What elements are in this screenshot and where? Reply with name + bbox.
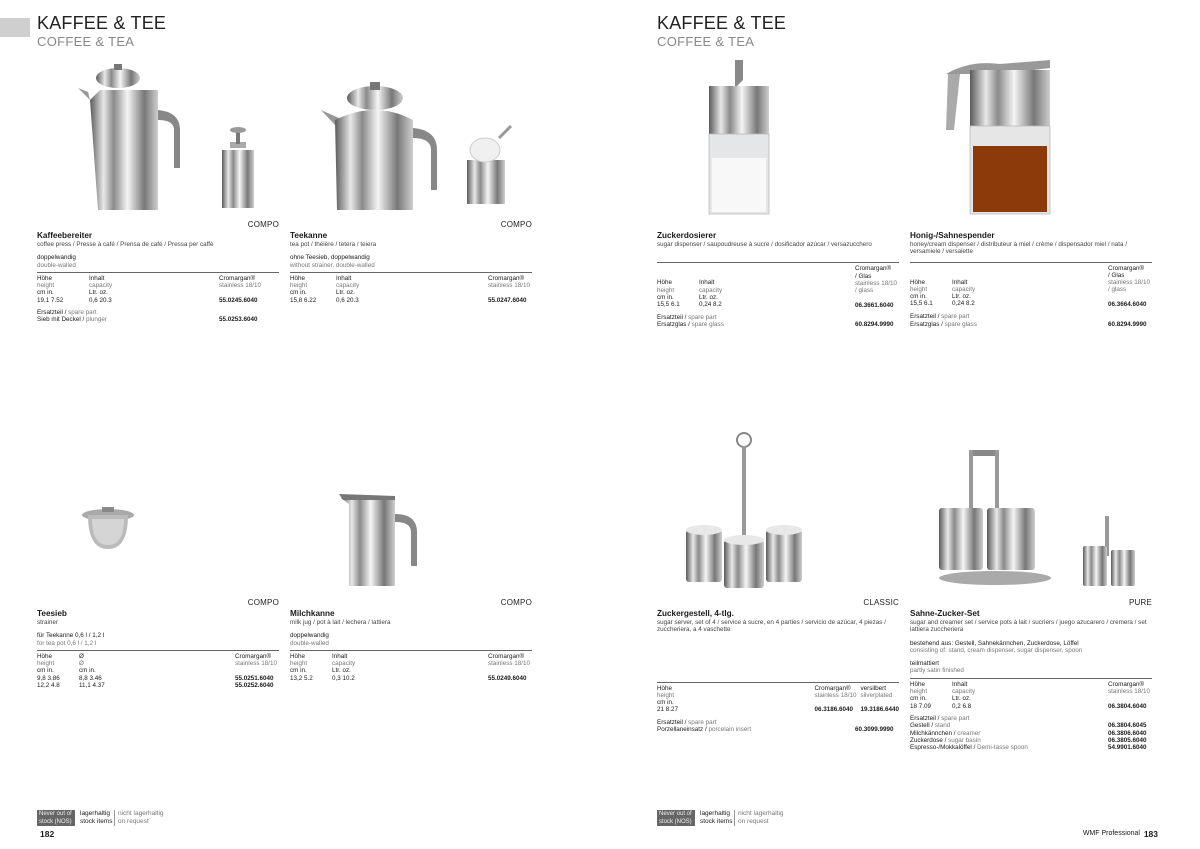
spare-article-number: 06.3805.6040	[1108, 736, 1147, 744]
nonstock-en: on request	[738, 818, 769, 825]
material-de: Cromargan®	[488, 274, 525, 282]
article-number: 55.0247.6040	[488, 296, 527, 304]
product-name: Honig-/Sahnespender	[910, 231, 995, 240]
spare-article-number: 60.3099.9990	[855, 726, 894, 734]
product-translations: sugar server, set of 4 / service à sucre, en 4 parties / servicio de azúcar, 4 piezas / zuccheriera, a 4 vaschette	[657, 619, 886, 634]
article-number: 55.0245.6040	[219, 296, 258, 304]
height-value: 15,8 6.22	[290, 296, 317, 304]
height-units: cm in.	[910, 695, 927, 703]
product-name: Zuckerdosierer	[657, 231, 717, 240]
material-de-2: / Glas	[1108, 271, 1125, 279]
spare-item-de: Sieb mit Deckel /	[37, 316, 86, 324]
stock-en: stock items	[700, 818, 733, 825]
strainer-image	[78, 505, 138, 550]
material-de: Cromargan®	[219, 274, 256, 282]
cream-sugar-set-image	[935, 450, 1145, 590]
spec-table	[290, 275, 532, 304]
capacity-units: Ltr. oz.	[952, 695, 971, 703]
product-finish-en: partly satin finished	[910, 667, 964, 675]
product-zuckerdosierer	[657, 220, 899, 329]
spec-table	[910, 265, 1152, 309]
material-en: stainless 18/10	[488, 282, 531, 290]
page-number-right: 183	[1143, 829, 1158, 839]
material-en: stainless 18/10	[488, 660, 531, 668]
height-de: Höhe	[910, 278, 926, 286]
divider	[910, 678, 1152, 679]
article-number-2: 55.0252.6040	[235, 682, 274, 690]
height-value: 9,8 3.86	[37, 674, 60, 682]
spare-item-de: Espresso-/Mokkalöffel /	[910, 744, 978, 752]
capacity-de: Inhalt	[336, 274, 352, 282]
spare-label-de: Ersatzteil /	[37, 309, 69, 317]
sugar-server-image	[680, 432, 810, 592]
height-en: height	[290, 282, 308, 290]
height-en: height	[910, 688, 928, 696]
capacity-value: 0,6 20.3	[89, 296, 112, 304]
capacity-en: capacity	[952, 688, 976, 696]
spare-label-de: Ersatzteil /	[910, 714, 942, 722]
product-note-de: doppelwandig	[37, 254, 76, 262]
capacity-units: Ltr. oz.	[89, 289, 108, 297]
series-label	[657, 220, 899, 230]
product-teesieb	[37, 598, 279, 689]
divider	[910, 262, 1152, 263]
height-de: Höhe	[657, 684, 673, 692]
page-number-left: 182	[40, 829, 55, 839]
spare-label-de: Ersatzteil /	[657, 314, 689, 322]
product-zuckergestell	[657, 598, 899, 733]
spare-label-de: Ersatzteil /	[910, 313, 942, 321]
product-translations: sugar dispenser / saupoudreuse à sucre / dosificador azúcar / versazucchero	[657, 241, 872, 248]
height-units: cm in.	[37, 289, 54, 297]
nonstock-en: on request	[118, 818, 149, 825]
height-en: height	[657, 691, 675, 699]
material-b-de: versilbert	[860, 684, 887, 692]
article-number: 55.0249.6040	[488, 674, 527, 682]
material-de: Cromargan®	[855, 265, 892, 273]
material-de: Cromargan®	[1108, 264, 1145, 272]
height-value: 18 7.09	[910, 702, 932, 710]
material-de: Cromargan®	[1108, 680, 1145, 688]
height-value: 15,5 6.1	[657, 301, 680, 309]
height-de: Höhe	[37, 652, 53, 660]
capacity-en: capacity	[952, 285, 976, 293]
nos-line-2: stock (NOS)	[659, 818, 692, 825]
article-number-b: 19.3186.6440	[860, 706, 899, 714]
product-note-en: consisting of: stand, cream dispenser, sugar dispenser, spoon	[910, 646, 1083, 654]
article-number: 06.3804.6040	[1108, 702, 1147, 710]
material-en: stainless 18/10	[814, 691, 857, 699]
product-note-de: doppelwandig	[290, 632, 329, 640]
series-label: COMPO	[500, 598, 532, 607]
spec-table	[37, 275, 279, 304]
height-de: Höhe	[910, 680, 926, 688]
brand-label: WMF Professional	[1082, 830, 1140, 837]
diameter-units: cm in.	[79, 667, 96, 675]
product-note-de: bestehend aus: Gestell, Sahnekännchen, Zuckerdose, Löffel	[910, 639, 1079, 647]
spare-item-en: spare glass	[944, 320, 977, 328]
spec-table	[657, 685, 899, 714]
product-note-en: for tea pot 0,6 l / 1,2 l	[37, 639, 97, 647]
capacity-en: capacity	[336, 282, 360, 290]
product-translations: honey/cream dispenser / distributeur à miel / crème / dispensador miel / nata / versamiele / versalette	[910, 241, 1127, 256]
material-en: stainless 18/10	[235, 660, 278, 668]
material-de: Cromargan®	[235, 652, 272, 660]
product-sahne-zucker-set	[910, 598, 1152, 751]
diameter-de: Ø	[79, 652, 84, 660]
height-value: 21 8.27	[657, 706, 679, 714]
divider	[290, 272, 532, 273]
right-page	[600, 0, 1200, 849]
nonstock-legend	[734, 810, 784, 826]
material-de-2: / Glas	[855, 272, 872, 280]
material-de: Cromargan®	[488, 652, 525, 660]
product-note-de: für Teekanne 0,6 l / 1,2 l	[37, 632, 105, 640]
product-name: Milchkanne	[290, 609, 335, 618]
stock-legend	[700, 810, 733, 826]
spare-label-en: spare part	[941, 313, 970, 321]
capacity-units: Ltr. oz.	[952, 293, 971, 301]
spare-article-number: 60.8294.9990	[855, 321, 894, 329]
divider	[657, 262, 899, 263]
series-label: PURE	[1128, 598, 1152, 607]
article-number: 06.3186.6040	[814, 706, 853, 714]
spare-label-en: spare part	[688, 718, 717, 726]
divider	[290, 650, 532, 651]
spare-item-en: stand	[934, 722, 951, 730]
spare-item-en: plunger	[86, 316, 108, 324]
section-subtitle: COFFEE & TEA	[657, 34, 755, 49]
spec-table	[910, 681, 1152, 710]
section-subtitle: COFFEE & TEA	[37, 34, 135, 49]
milk-jug-image	[335, 490, 425, 590]
capacity-units: Ltr. oz.	[336, 289, 355, 297]
article-number: 06.3661.6040	[855, 301, 894, 309]
capacity-en: capacity	[332, 660, 356, 668]
height-de: Höhe	[290, 274, 306, 282]
teapot-image	[315, 80, 525, 215]
product-kaffeebereiter	[37, 220, 279, 324]
product-teekanne	[290, 220, 532, 304]
series-label: CLASSIC	[863, 598, 899, 607]
capacity-value: 0,2 6.8	[952, 702, 972, 710]
series-label: COMPO	[500, 220, 532, 229]
spec-table	[37, 653, 279, 689]
product-translations: tea pot / théière / tetera / teiera	[290, 241, 377, 248]
height-units: cm in.	[910, 293, 927, 301]
height-en: height	[657, 286, 675, 294]
product-translations: strainer	[37, 619, 58, 626]
product-honig-sahnespender	[910, 220, 1152, 328]
height-de: Höhe	[657, 279, 673, 287]
height-en: height	[37, 660, 55, 668]
height-units: cm in.	[37, 667, 54, 675]
diameter-value: 8,8 3.46	[79, 674, 102, 682]
nos-line-2: stock (NOS)	[39, 818, 72, 825]
divider	[37, 650, 279, 651]
spare-article-number: 55.0253.6040	[219, 316, 258, 324]
height-value-2: 12,2 4.8	[37, 682, 60, 690]
spare-article-number: 06.3806.6040	[1108, 729, 1147, 737]
capacity-en: capacity	[699, 286, 723, 294]
article-number: 06.3664.6040	[1108, 301, 1147, 309]
capacity-en: capacity	[89, 282, 113, 290]
product-name: Teesieb	[37, 609, 67, 618]
divider	[37, 272, 279, 273]
product-name: Teekanne	[290, 231, 328, 240]
spare-article-number: 54.9901.6040	[1108, 744, 1147, 752]
spare-item-de: Porzellaneinsatz /	[657, 726, 709, 734]
section-title: KAFFEE & TEE	[657, 13, 787, 33]
stock-de: lagerhaltig	[700, 810, 730, 817]
series-label: COMPO	[247, 220, 279, 229]
material-en: stainless 18/10	[1108, 688, 1151, 696]
nos-line-1: Never out of	[39, 811, 72, 817]
spare-item-en: porcelain insert	[708, 726, 752, 734]
spare-label-en: spare part	[688, 314, 717, 322]
capacity-value: 0,3 10.2	[332, 674, 355, 682]
product-milchkanne	[290, 598, 532, 682]
spare-item-en: creamer	[957, 729, 981, 737]
height-units: cm in.	[657, 699, 674, 707]
spare-item-de: Ersatzglas /	[657, 321, 692, 329]
height-units: cm in.	[657, 293, 674, 301]
nonstock-de: nicht lagerhaltig	[738, 810, 784, 817]
series-label: COMPO	[247, 598, 279, 607]
height-value: 15,5 6.1	[910, 300, 933, 308]
product-note-de: ohne Teesieb, doppelwandig	[290, 254, 370, 262]
product-translations: coffee press / Presse à café / Prensa de café / Pressa per caffè	[37, 241, 214, 248]
height-value: 19,1 7.52	[37, 296, 64, 304]
product-finish-de: teilmattiert	[910, 660, 940, 668]
capacity-de: Inhalt	[952, 680, 968, 688]
honey-dispenser-image	[940, 60, 1060, 218]
series-label	[910, 220, 1152, 230]
height-de: Höhe	[290, 652, 306, 660]
spare-item-en: spare glass	[691, 321, 724, 329]
product-translations: sugar and creamer set / service pots à lait / sucriers / juego azucarero / cremera / set lattiera zuccheriera	[910, 619, 1147, 634]
material-b-en: silverplated	[860, 691, 893, 699]
spec-table	[657, 265, 899, 309]
capacity-value: 0,24 8.2	[952, 300, 975, 308]
coffee-press-image	[70, 60, 270, 215]
spare-item-de: Milchkännchen /	[910, 729, 958, 737]
capacity-units: Ltr. oz.	[699, 293, 718, 301]
diameter-en: Ø	[79, 660, 84, 668]
material-en: stainless 18/10	[219, 282, 262, 290]
nonstock-legend	[114, 810, 164, 826]
height-value: 13,2 5.2	[290, 674, 313, 682]
spare-item-de: Gestell /	[910, 722, 935, 730]
section-tab	[0, 18, 30, 37]
diameter-value-2: 11,1 4.37	[79, 682, 105, 690]
spare-item-de: Ersatzglas /	[910, 320, 945, 328]
material-de: Cromargan®	[814, 684, 851, 692]
spare-label-en: spare part	[941, 714, 970, 722]
capacity-de: Inhalt	[332, 652, 348, 660]
sugar-dispenser-image	[705, 58, 775, 218]
spec-table	[290, 653, 532, 682]
material-en-2: / glass	[855, 287, 874, 295]
article-number: 55.0251.6040	[235, 674, 274, 682]
product-translations: milk jug / pot à lait / lechera / lattiera	[290, 619, 391, 626]
product-name: Sahne-Zucker-Set	[910, 609, 980, 618]
spare-item-en: sugar basin	[948, 736, 981, 744]
spare-label-de: Ersatzteil /	[657, 718, 689, 726]
spare-item-en: Demi-tasse spoon	[977, 744, 1028, 752]
product-note-en: double-walled	[37, 261, 76, 269]
material-en: stainless 18/10	[855, 279, 898, 287]
height-de: Höhe	[37, 274, 53, 282]
nos-line-1: Never out of	[659, 811, 692, 817]
capacity-de: Inhalt	[699, 279, 715, 287]
material-en-2: / glass	[1108, 286, 1127, 294]
height-units: cm in.	[290, 667, 307, 675]
stock-de: lagerhaltig	[80, 810, 110, 817]
spare-label-en: spare part	[68, 309, 97, 317]
divider	[657, 682, 899, 683]
height-en: height	[37, 282, 55, 290]
product-note-en: double-walled	[290, 639, 329, 647]
capacity-de: Inhalt	[952, 278, 968, 286]
product-note-en: without strainer, double-walled	[290, 261, 375, 269]
capacity-de: Inhalt	[89, 274, 105, 282]
stock-legend	[80, 810, 113, 826]
capacity-units: Ltr. oz.	[332, 667, 351, 675]
section-title: KAFFEE & TEE	[37, 13, 167, 33]
spare-article-number: 06.3804.6045	[1108, 722, 1147, 730]
height-en: height	[910, 285, 928, 293]
spare-article-number: 60.8294.9990	[1108, 320, 1147, 328]
nonstock-de: nicht lagerhaltig	[118, 810, 164, 817]
height-en: height	[290, 660, 308, 668]
nos-badge	[657, 810, 695, 826]
spare-item-de: Zuckerdose /	[910, 736, 949, 744]
height-units: cm in.	[290, 289, 307, 297]
nos-badge	[37, 810, 75, 826]
stock-en: stock items	[80, 818, 113, 825]
product-name: Zuckergestell, 4-tlg.	[657, 609, 734, 618]
product-name: Kaffeebereiter	[37, 231, 93, 240]
material-en: stainless 18/10	[1108, 279, 1151, 287]
capacity-value: 0,24 8.2	[699, 301, 722, 309]
capacity-value: 0,6 20.3	[336, 296, 359, 304]
